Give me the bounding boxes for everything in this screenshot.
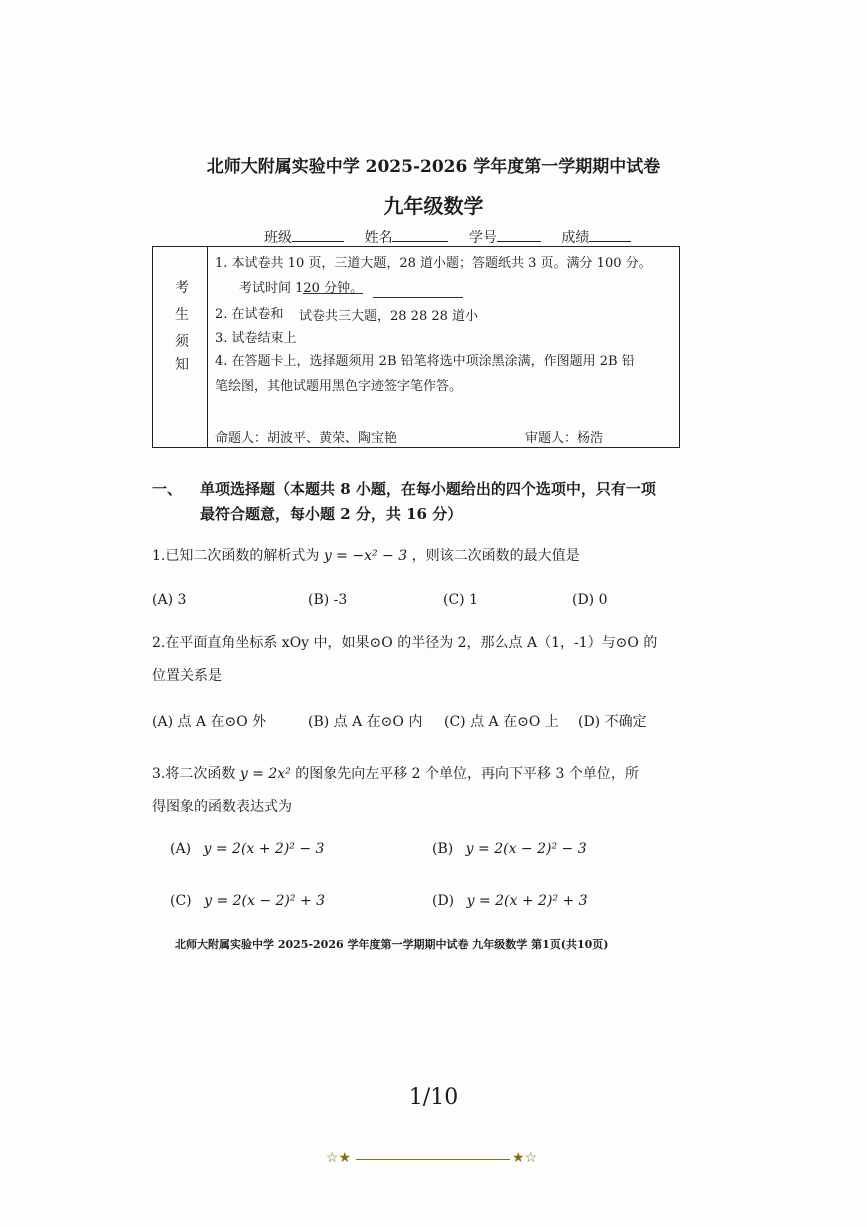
- exam-title: 北师大附属实验中学 2025-2026 学年度第一学期期中试卷: [206, 157, 661, 177]
- question-1-stem: [152, 545, 580, 565]
- handwritten-underline: [373, 297, 463, 298]
- question-3-text: 的图象先向左平移 2 个单位，再向下平移 3 个单位，所: [295, 766, 639, 782]
- field-name-label: 姓名: [364, 230, 393, 246]
- question-2-option-a: (A) 点 A 在⊙O 外: [152, 714, 267, 730]
- field-score-blank: [589, 229, 631, 242]
- question-1-option-b: (B) -3: [308, 592, 348, 608]
- field-id-blank: [497, 229, 541, 242]
- notice-line: 笔绘图，其他试题用黑色字迹签字笔作答。: [215, 379, 463, 394]
- option-expression: y = 2(x − 2)² − 3: [465, 841, 587, 857]
- section-title-line2: 最符合题意，每小题 2 分，共 16 分）: [200, 505, 463, 523]
- page-footer: 北师大附属实验中学 2025-2026 学年度第一学期期中试卷 九年级数学 第1页(共10页): [175, 938, 609, 951]
- page-number: 1/10: [408, 1085, 459, 1110]
- notice-line: 考试时间 120 分钟。: [239, 281, 364, 296]
- question-2-option-d: (D) 不确定: [578, 714, 647, 730]
- option-label: (D): [432, 893, 455, 909]
- question-3-text: 3.将二次函数: [152, 766, 236, 782]
- stars-right-icon: ★☆: [512, 1150, 538, 1166]
- field-name-blank: [392, 229, 448, 242]
- question-3-formula: y = 2x²: [239, 766, 291, 782]
- question-2-line2: 位置关系是: [152, 668, 222, 684]
- field-class-blank: [292, 229, 344, 242]
- question-3-option-c: [170, 893, 325, 909]
- notice-side-char: 生: [175, 307, 189, 323]
- question-1-option-a: (A) 3: [152, 592, 187, 608]
- student-info-line: [264, 227, 631, 247]
- notice-line: 4. 在答题卡上，选择题须用 2B 铅笔将选中项涂黑涂满，作图题用 2B 铅: [215, 354, 635, 369]
- question-3-option-b: [432, 841, 587, 857]
- notice-authors: 命题人：胡波平、黄荣、陶宝艳: [215, 431, 398, 446]
- section-title-line1: 单项选择题（本题共 8 小题，在每小题给出的四个选项中，只有一项: [200, 480, 656, 498]
- option-expression: y = 2(x + 2)² − 3: [203, 841, 325, 857]
- question-1-text: 1.已知二次函数的解析式为: [152, 548, 320, 564]
- option-expression: y = 2(x − 2)² + 3: [204, 893, 326, 909]
- question-1-text: ，则该二次函数的最大值是: [411, 548, 580, 564]
- question-1-option-c: (C) 1: [443, 592, 478, 608]
- notice-side-column: [153, 247, 208, 447]
- question-1-option-d: (D) 0: [572, 592, 608, 608]
- field-class-label: 班级: [264, 230, 292, 246]
- decorative-rule: [356, 1159, 510, 1160]
- question-3-line2: 得图象的函数表达式为: [152, 799, 292, 815]
- question-3-option-d: [432, 893, 588, 909]
- question-2-option-b: (B) 点 A 在⊙O 内: [308, 714, 423, 730]
- field-id-label: 学号: [468, 230, 497, 246]
- notice-side-char: 须: [175, 334, 189, 350]
- question-2-option-c: (C) 点 A 在⊙O 上: [444, 714, 559, 730]
- section-number: 一、: [152, 480, 183, 498]
- notice-line: 2. 在试卷和: [215, 307, 284, 322]
- option-label: (B): [432, 841, 454, 857]
- field-score-label: 成绩: [561, 230, 590, 246]
- option-label: (C): [170, 893, 192, 909]
- option-label: (A): [170, 841, 192, 857]
- notice-line: 3. 试卷结束上: [215, 331, 297, 346]
- notice-line: 试卷共三大题，28 28 28 道小: [299, 309, 479, 324]
- notice-line: 1. 本试卷共 10 页，三道大题，28 道小题；答题纸共 3 页。满分 100 分。: [215, 256, 652, 271]
- question-3-line1: [152, 763, 639, 783]
- notice-side-char: 考: [175, 280, 189, 296]
- notice-reviewer: 审题人：杨浩: [525, 431, 604, 446]
- exam-subject: 九年级数学: [383, 194, 484, 218]
- option-expression: y = 2(x + 2)² + 3: [466, 893, 588, 909]
- notice-side-char: 知: [175, 357, 189, 373]
- handwritten-underline: [303, 293, 363, 294]
- stars-left-icon: ☆★: [326, 1150, 352, 1166]
- question-3-option-a: [170, 841, 324, 857]
- notice-box: [152, 246, 680, 448]
- question-2-line1: 2.在平面直角坐标系 xOy 中，如果⊙O 的半径为 2，那么点 A（1，-1）与⊙O 的: [152, 635, 658, 651]
- question-1-formula: y = −x² − 3: [323, 548, 408, 564]
